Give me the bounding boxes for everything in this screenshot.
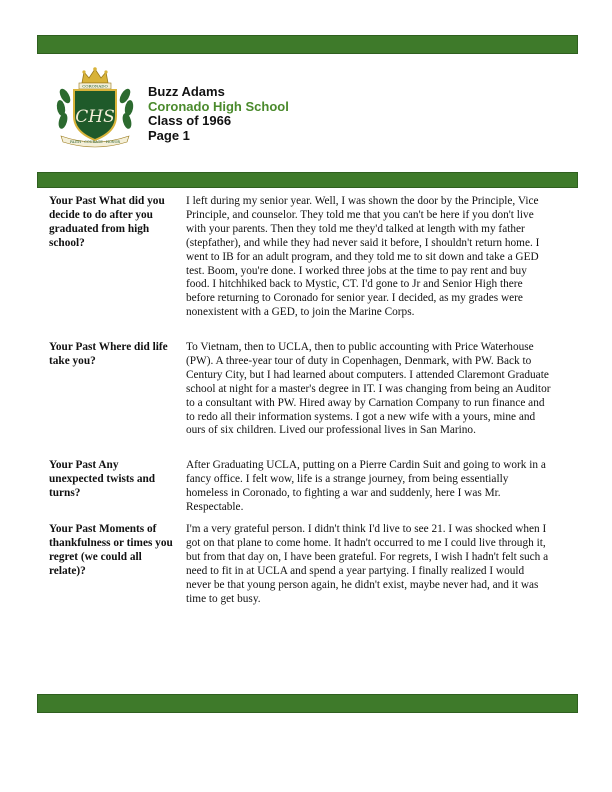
section-divider <box>37 172 578 188</box>
header-band <box>37 35 578 54</box>
footer-band <box>37 694 578 713</box>
person-name: Buzz Adams <box>148 84 225 99</box>
answer-text: I'm a very grateful person. I didn't think I'd live to see 21. I was shocked when I got on that plane to come home. It hadn't occurred to me I could live through it, but from that day on, I have been grateful. For regrets, I wish I hadn't felt such a need to fit in at UCLA and spend a year partying. I finally realized I would never be that young person again, he didn't exist, maybe never had, and it was time to get busy. <box>186 523 549 605</box>
class-year: Class of 1966 <box>148 113 232 128</box>
answer-text: To Vietnam, then to UCLA, then to public accounting with Price Waterhouse (PW). A three-year tour of duty in Copenhagen, Denmark, with PW. Back to Century City, but I had learned about computers. I attended Claremont Graduate school at night for a master's degree in IT. I was changing from being an Auditor to a consultant with PW. Hired away by Carnation Company to run finance and to redo all their information systems. I got a new wife with a yours, mine and ours of six children. Lived our professional lives in San Marino. <box>186 341 551 437</box>
crest-banner-text: CORONADO <box>82 83 108 89</box>
school-name: Coronado High School <box>148 98 289 114</box>
question-label: Your Past Moments of thankfulness or times you regret (we could all relate)? <box>49 523 173 577</box>
question-label: Your Past What did you decide to do after you graduated from high school? <box>49 195 165 249</box>
crest-monogram: CHS <box>75 107 115 127</box>
page-number: Page 1 <box>148 127 190 143</box>
profile-header <box>148 85 289 143</box>
answer-text: I left during my senior year. Well, I was shown the door by the Principle, Vice Principle, and counselor. They told me that you can't be here if you don't live with your parents. Then they told me they'd talked at length with my father (stepfather), and while they had never said it before, I shouldn't return home. I went to IB for an adult program, and they told me to sit down and take a GED test. Boom, you're done. I worked three jobs at the time to pay rent and buy food. I hitchhiked back to Mystic, CT. I'd gone to Jr and Senior High there before returning to Coronado for senior year. I decided, as my grades were nonexistent with a GED, to join the Marine Corps. <box>186 195 540 319</box>
question-label: Your Past Where did life take you? <box>49 341 168 367</box>
question-label: Your Past Any unexpected twists and turns? <box>49 459 156 499</box>
crest-motto: FAITH · COURAGE · HONOR <box>70 140 120 144</box>
answer-text: After Graduating UCLA, putting on a Pierre Cardin Suit and going to work in a fancy office. I felt wow, life is a strange journey, from being essentially homeless in Coronado, to fighting a war and suddenly, here I was Mr. Respectable. <box>186 459 546 513</box>
school-crest-logo <box>55 66 135 148</box>
